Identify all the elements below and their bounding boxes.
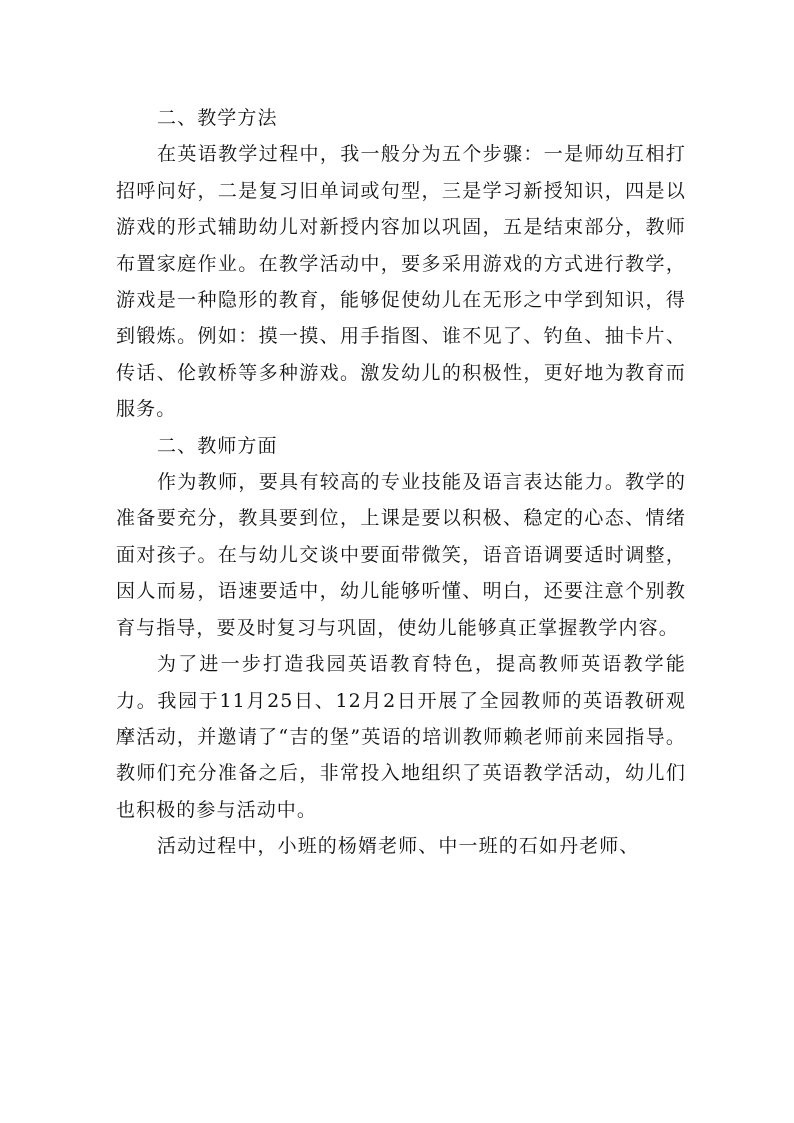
paragraph-activity-process: 活动过程中，小班的杨婿老师、中一班的石如丹老师、	[157, 835, 640, 858]
paragraph-english-research-activity: 为了进一步打造我园英语教育特色，提高教师英语教学能力。我园于11月25日、12月2日开展了全园教师的英语教研观摩活动，并邀请了“吉的堡”英语的培训教师赖老师前来园指导。教师们充分准备之后，非常投入地组织了英语教学活动，幼儿们也积极的参与活动中。	[116, 653, 686, 821]
paragraph-teaching-steps: 在英语教学过程中，我一般分为五个步骤：一是师幼互相打招呼问好，二是复习旧单词或句型，三是学习新授知识，四是以游戏的形式辅助幼儿对新授内容加以巩固，五是结束部分，教师布置家庭作业。在教学活动中，要多采用游戏的方式进行教学，游戏是一种隐形的教育，能够促使幼儿在无形之中学到知识，得到锻炼。例如：摸一摸、用手指图、谁不见了、钓鱼、抽卡片、传话、伦敦桥等多种游戏。激发幼儿的积极性，更好地为教育而服务。	[116, 143, 686, 421]
section-heading-teaching-methods: 二、教学方法	[157, 107, 278, 129]
section-heading-teacher-aspect: 二、教师方面	[157, 434, 278, 457]
paragraph-teacher-skills: 作为教师，要具有较高的专业技能及语言表达能力。教学的准备要充分，教具要到位，上课是要以积极、稳定的心态、情绪面对孩子。在与幼儿交谈中要面带微笑，语音语调要适时调整，因人而易，语速要适中，幼儿能够听懂、明白，还要注意个别教育与指导，要及时复习与巩固，使幼儿能够真正掌握教学内容。	[116, 471, 686, 639]
document-body	[116, 100, 686, 865]
